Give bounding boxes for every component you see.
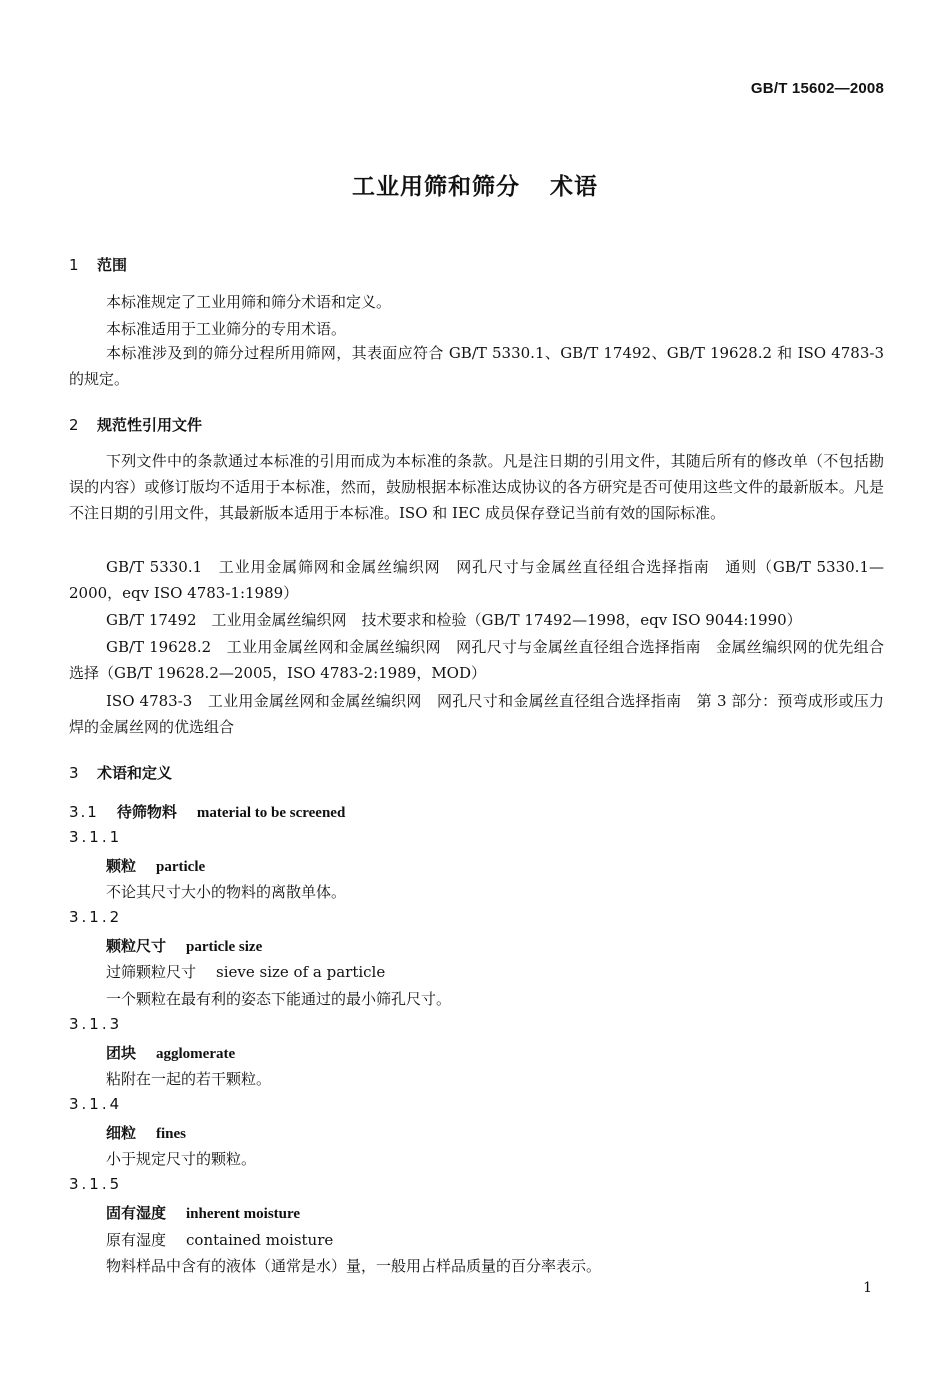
term-3-1-4-number: 3.1.4 (69, 1095, 123, 1113)
term-3-1-5-definition: 物料样品中含有的液体（通常是水）量，一般用占样品质量的百分率表示。 (106, 1257, 602, 1275)
term-3-1-1-number: 3.1.1 (69, 828, 123, 846)
term-english: material to be screened (196, 805, 346, 821)
normative-reference-3: GB/T 19628.2 工业用金属丝网和金属丝编织网 网孔尺寸与金属丝直径组合选择指南 金属丝编织网的优先组合选择（GB/T 19628.2—2005，ISO 4783-2:1989，MOD） (69, 638, 884, 682)
section-1-paragraph-3: 本标准涉及到的筛分过程所用筛网，其表面应符合 GB/T 5330.1、GB/T 17492、GB/T 19628.2 和 ISO 4783-3 的规定。 (69, 344, 884, 388)
term-chinese: 细粒 (106, 1124, 137, 1142)
term-3-1-2 (106, 935, 262, 956)
term-chinese: 待筛物料 (116, 803, 177, 821)
term-chinese: 团块 (106, 1044, 137, 1062)
section-title: 术语和定义 (97, 764, 173, 782)
term-3-1-5-number: 3.1.5 (69, 1175, 123, 1193)
section-1-paragraph-1: 本标准规定了工业用筛和筛分术语和定义。 (106, 293, 392, 311)
normative-reference-2: GB/T 17492 工业用金属丝编织网 技术要求和检验（GB/T 17492—1998，eqv ISO 9044:1990） (106, 611, 802, 629)
section-title: 规范性引用文件 (97, 416, 203, 434)
section-number: 1 (69, 256, 79, 274)
section-number: 3 (69, 764, 79, 782)
term-chinese: 颗粒尺寸 (106, 937, 167, 955)
normative-reference-1: GB/T 5330.1 工业用金属筛网和金属丝编织网 网孔尺寸与金属丝直径组合选择指南 通则（GB/T 5330.1—2000，eqv ISO 4783-1:1989） (69, 558, 884, 602)
section-2-intro-paragraph: 下列文件中的条款通过本标准的引用而成为本标准的条款。凡是注日期的引用文件，其随后所有的修改单（不包括勘误的内容）或修订版均不适用于本标准，然而，鼓励根据本标准达成协议的各方研究是否可使用这些文件的最新版本。凡是不注日期的引用文件，其最新版本适用于本标准。ISO 和 IEC 成员保存登记当前有效的国际标准。 (69, 452, 884, 522)
term-3-1-5 (106, 1202, 300, 1223)
section-1-heading (69, 254, 127, 275)
term-3-1-2-definition: 一个颗粒在最有利的姿态下能通过的最小筛孔尺寸。 (106, 990, 452, 1008)
term-number: 3.1 (69, 803, 99, 821)
term-english: fines (156, 1126, 187, 1142)
synonym-chinese: 原有湿度 (106, 1231, 167, 1249)
document-title (0, 168, 950, 201)
term-3-1 (69, 801, 345, 822)
term-3-1-3-number: 3.1.3 (69, 1015, 123, 1033)
title-sub: 术语 (550, 174, 598, 200)
term-3-1-5-synonym (106, 1229, 333, 1250)
title-main: 工业用筛和筛分 (352, 174, 520, 200)
term-3-1-4-definition: 小于规定尺寸的颗粒。 (106, 1150, 257, 1168)
page-number: 1 (863, 1280, 872, 1296)
term-3-1-2-synonym (106, 961, 385, 982)
term-3-1-2-number: 3.1.2 (69, 908, 123, 926)
synonym-chinese: 过筛颗粒尺寸 (106, 963, 197, 981)
term-english: particle (156, 859, 206, 875)
synonym-english: contained moisture (186, 1231, 334, 1249)
section-title: 范围 (97, 256, 128, 274)
term-english: agglomerate (156, 1046, 236, 1062)
term-chinese: 固有湿度 (106, 1204, 167, 1222)
term-3-1-3 (106, 1042, 235, 1063)
term-english: inherent moisture (186, 1206, 301, 1222)
section-number: 2 (69, 416, 79, 434)
term-3-1-1-definition: 不论其尺寸大小的物料的离散单体。 (106, 883, 347, 901)
term-3-1-4 (106, 1122, 186, 1143)
normative-reference-4: ISO 4783-3 工业用金属丝网和金属丝编织网 网孔尺寸和金属丝直径组合选择指南 第 3 部分：预弯成形或压力焊的金属丝网的优选组合 (69, 692, 884, 736)
term-3-1-3-definition: 粘附在一起的若干颗粒。 (106, 1070, 272, 1088)
section-2-heading (69, 414, 202, 435)
term-chinese: 颗粒 (106, 857, 137, 875)
term-english: particle size (186, 939, 263, 955)
section-3-heading (69, 762, 172, 783)
section-1-paragraph-2: 本标准适用于工业筛分的专用术语。 (106, 320, 347, 338)
term-3-1-1 (106, 855, 205, 876)
synonym-english: sieve size of a particle (216, 963, 386, 981)
standard-code: GB/T 15602—2008 (750, 80, 884, 97)
